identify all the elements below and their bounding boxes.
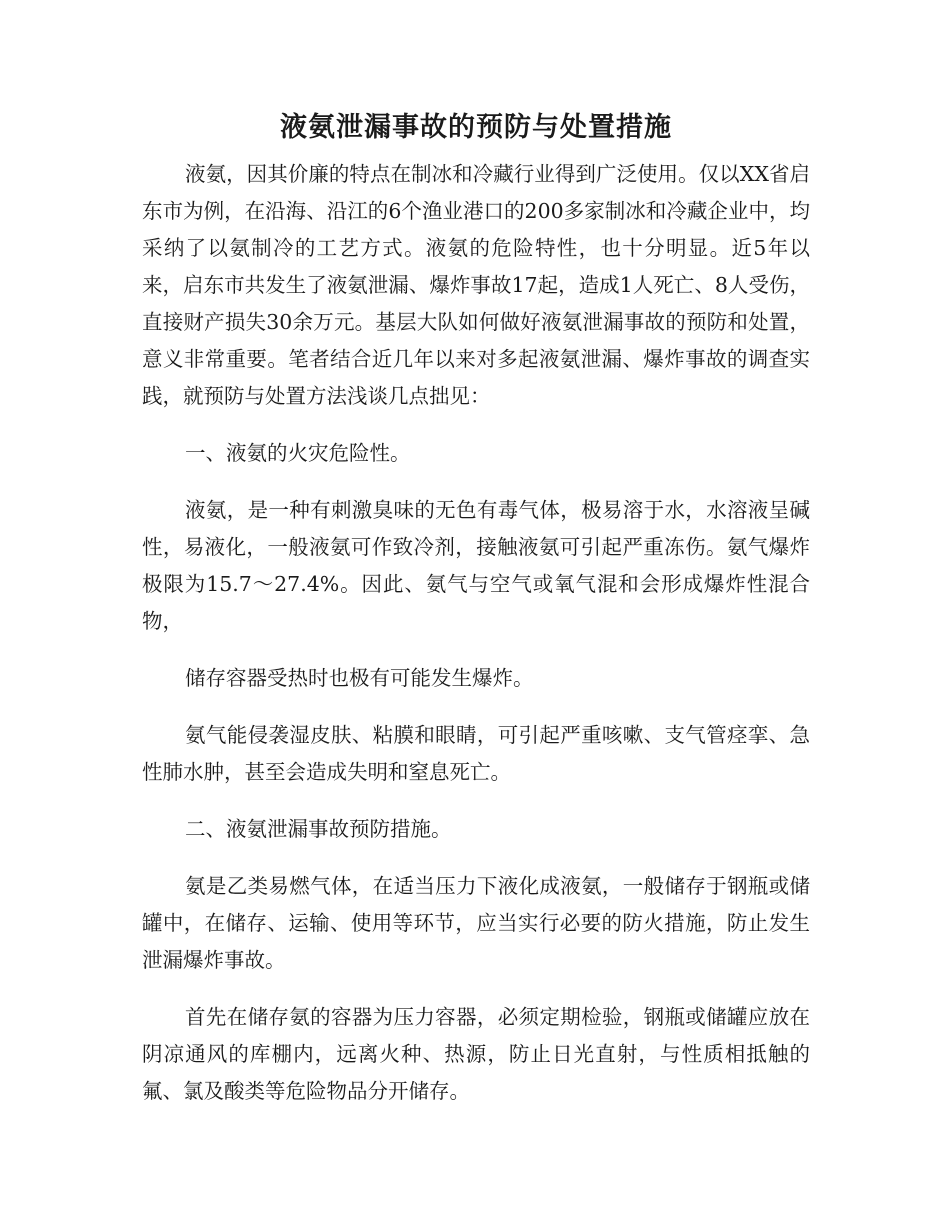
document-title: 液氨泄漏事故的预防与处置措施	[280, 112, 672, 143]
paragraph-properties: 液氨，是一种有刺激臭味的无色有毒气体，极易溶于水，水溶液呈碱性，易液化，一般液氨可作致冷剂，接触液氨可引起严重冻伤。氨气爆炸极限为15.7～27.4%。因此、氨气与空气或氧气混和会形成爆炸性混合物，	[142, 498, 810, 633]
paragraph-intro: 液氨，因其价廉的特点在制冰和冷藏行业得到广泛使用。仅以XX省启东市为例，在沿海、沿江的6个渔业港口的200多家制冰和冷藏企业中，均采纳了以氨制冷的工艺方式。液氨的危险特性，也十分明显。近5年以来，启东市共发生了液氨泄漏、爆炸事故17起，造成1人死亡、8人受伤，直接财产损失30余万元。基层大队如何做好液氨泄漏事故的预防和处置，意义非常重要。笔者结合近几年以来对多起液氨泄漏、爆炸事故的调查实践，就预防与处置方法浅谈几点拙见：	[142, 162, 810, 408]
paragraph-prevention-overview: 氨是乙类易燃气体，在适当压力下液化成液氨，一般储存于钢瓶或储罐中，在储存、运输、使用等环节，应当实行必要的防火措施，防止发生泄漏爆炸事故。	[142, 874, 810, 972]
paragraph-container-explosion: 储存容器受热时也极有可能发生爆炸。	[185, 666, 534, 690]
document-page	[142, 108, 810, 1110]
paragraph-health-hazard: 氨气能侵袭湿皮肤、粘膜和眼睛，可引起严重咳嗽、支气管痉挛、急性肺水肿，甚至会造成失明和窒息死亡。	[142, 723, 810, 784]
section-heading-prevention: 二、液氨泄漏事故预防措施。	[185, 817, 452, 841]
paragraph-storage-requirements: 首先在储存氨的容器为压力容器，必须定期检验，钢瓶或储罐应放在阴凉通风的库棚内，远离火种、热源，防止日光直射，与性质相抵触的氟、氯及酸类等危险物品分开储存。	[142, 1005, 810, 1103]
section-heading-fire-hazard: 一、液氨的火灾危险性。	[185, 441, 411, 465]
